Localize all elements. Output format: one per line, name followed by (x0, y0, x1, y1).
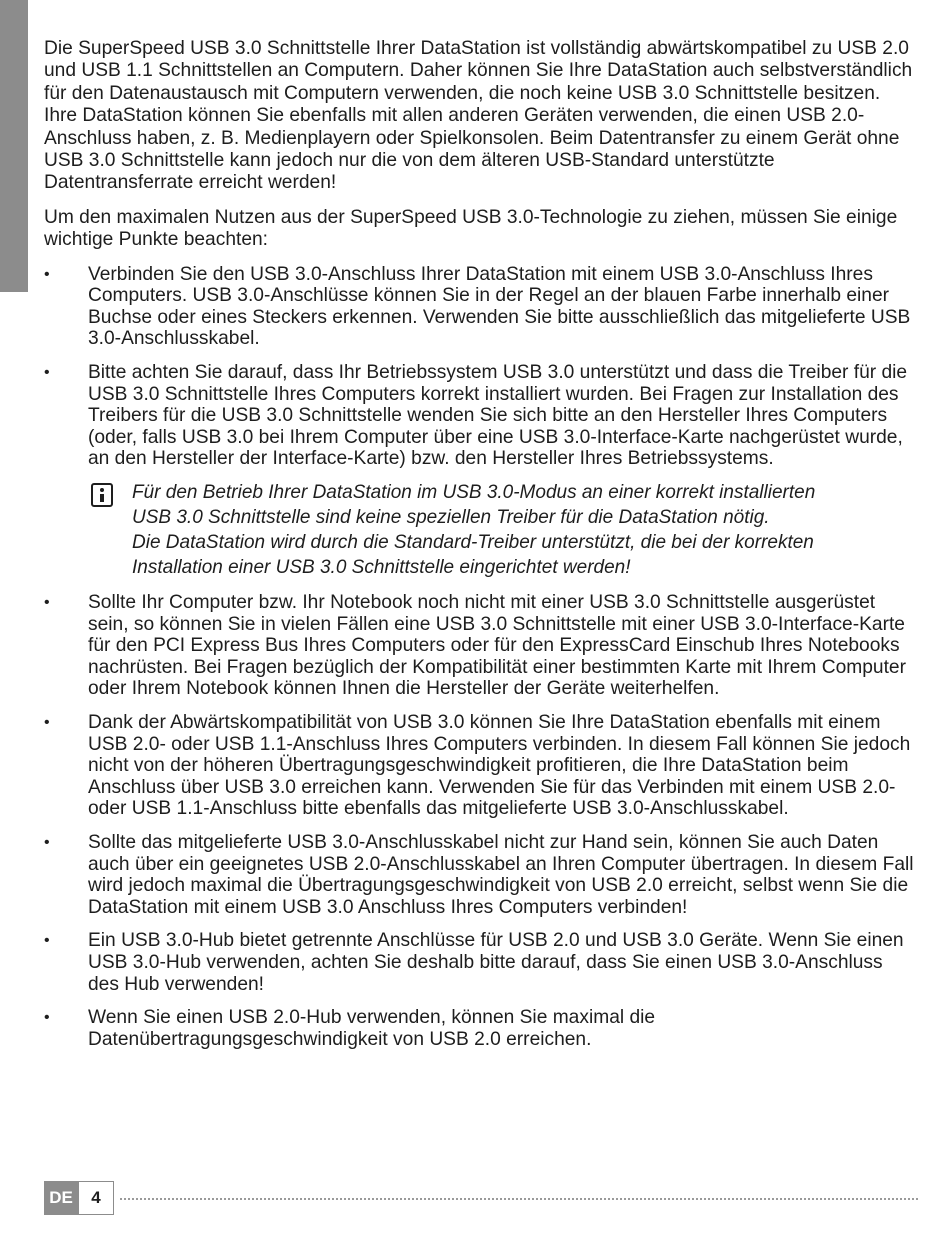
bullet-marker: • (44, 265, 50, 283)
list-item (44, 592, 914, 700)
list-item-text: Ein USB 3.0-Hub bietet getrennte Anschlüsse für USB 2.0 und USB 3.0 Geräte. Wenn Sie einen USB 3.0-Hub verwenden, achten Sie deshalb bitte darauf, dass Sie einen USB 3.0-Anschluss des Hub verwenden! (88, 930, 904, 995)
points-intro-paragraph: Um den maximalen Nutzen aus der SuperSpeed USB 3.0-Technologie zu ziehen, müssen Sie einige wichtige Punkte beachten: (44, 206, 898, 251)
list-item-text: Dank der Abwärtskompatibilität von USB 3.0 können Sie Ihre DataStation ebenfalls mit einem USB 2.0- oder USB 1.1-Anschluss Ihres Computers verbinden. In diesem Fall können Sie jedoch nicht von der höheren Übertragungsgeschwindigkeit profitieren, die Ihre DataStation beim Anschluss über USB 3.0 erreichen kann. Verwenden Sie für das Verbinden mit einem USB 2.0- oder USB 1.1-Anschluss bitte ebenfalls das mitgelieferte USB 3.0-Anschlusskabel. (88, 711, 911, 820)
bullet-list (44, 264, 914, 470)
side-tab-marker (0, 0, 28, 292)
list-item (44, 712, 914, 820)
info-icon (91, 483, 113, 507)
note-line: USB 3.0 Schnittstelle sind keine speziellen Treiber für die DataStation nötig. (132, 507, 770, 528)
info-note (44, 480, 914, 580)
bullet-marker: • (44, 364, 50, 382)
list-item-text: Bitte achten Sie darauf, dass Ihr Betriebssystem USB 3.0 unterstützt und dass die Treiber für die USB 3.0 Schnittstelle Ihres Computers korrekt installiert wurden. Bei Fragen zur Installation des Treibers für die USB 3.0 Schnittstelle wenden Sie sich bitte an den Hersteller Ihres Computers (oder, falls USB 3.0 bei Ihrem Computer über eine USB 3.0-Interface-Karte nachgerüstet wurde, an den Hersteller der Interface-Karte) bzw. den Hersteller Ihres Betriebssystems. (88, 362, 908, 470)
footer-dotted-rule (120, 1198, 918, 1200)
note-line: Die DataStation wird durch die Standard-Treiber unterstützt, die bei der korrekten (132, 532, 814, 553)
list-item (44, 930, 914, 995)
bullet-marker: • (44, 594, 50, 611)
bullet-marker: • (44, 713, 50, 731)
list-item-text: Sollte das mitgelieferte USB 3.0-Anschlusskabel nicht zur Hand sein, können Sie auch Daten auch über ein geeignetes USB 2.0-Anschlusskabel an Ihren Computer übertragen. In diesem Fall wird jedoch maximal die Übertragungsgeschwindigkeit von USB 2.0 erreicht, selbst wenn Sie die DataStation mit einem USB 3.0 Anschluss Ihres Computers verbinden! (88, 831, 914, 918)
bullet-list-continued (44, 592, 914, 1050)
bullet-marker: • (44, 932, 50, 950)
list-item-text: Verbinden Sie den USB 3.0-Anschluss Ihrer DataStation mit einem USB 3.0-Anschluss Ihres Computers. USB 3.0-Anschlüsse können Sie in der Regel an der blauen Farbe innerhalb einer Buchse oder eines Steckers erkennen. Verwenden Sie bitte ausschließlich das mitgelieferte USB 3.0-Anschlusskabel. (88, 263, 911, 350)
list-item (44, 832, 914, 918)
list-item-text: Sollte Ihr Computer bzw. Ihr Notebook noch nicht mit einer USB 3.0 Schnittstelle ausgerüstet sein, so können Sie in vielen Fällen eine USB 3.0 Schnittstelle mit einer USB 3.0-Interface-Karte für den PCI Express Bus Ihres Computers oder für den ExpressCard Einschub Ihres Notebooks nachrüsten. Bei Fragen bezüglich der Kompatibilität einer bestimmten Karte mit Ihrem Computer oder Ihrem Notebook können Ihnen die Hersteller der Geräte weiterhelfen. (88, 592, 906, 700)
list-item-text: Wenn Sie einen USB 2.0-Hub verwenden, können Sie maximal die Datenübertragungsgeschwindigkeit von USB 2.0 erreichen. (88, 1007, 656, 1050)
document-body (44, 38, 914, 1062)
intro-paragraph: Die SuperSpeed USB 3.0 Schnittstelle Ihrer DataStation ist vollständig abwärtskompatibel zu USB 2.0 und USB 1.1 Schnittstellen an Computern. Daher können Sie Ihre DataStation auch selbstverständlich für den Datenaustausch mit Computern verwenden, die noch keine USB 3.0 Schnittstelle besitzen. Ihre DataStation können Sie ebenfalls mit allen anderen Geräten verwenden, die einen USB 2.0-Anschluss haben, z. B. Medienplayern oder Spielkonsolen. Beim Datentransfer zu einem Gerät ohne USB 3.0 Schnittstelle kann jedoch nur die von dem älteren USB-Standard unterstützte Datentransferrate erreicht werden! (44, 38, 913, 194)
list-item (44, 264, 914, 350)
page-number: 4 (78, 1181, 114, 1215)
list-item (44, 1007, 914, 1050)
page-footer (44, 1181, 918, 1217)
language-badge: DE (44, 1181, 78, 1215)
bullet-marker: • (44, 1009, 50, 1027)
bullet-marker: • (44, 833, 50, 851)
note-line: Installation einer USB 3.0 Schnittstelle eingerichtet werden! (132, 557, 631, 578)
list-item (44, 362, 914, 470)
note-line: Für den Betrieb Ihrer DataStation im USB 3.0-Modus an einer korrekt installierten (132, 482, 816, 503)
